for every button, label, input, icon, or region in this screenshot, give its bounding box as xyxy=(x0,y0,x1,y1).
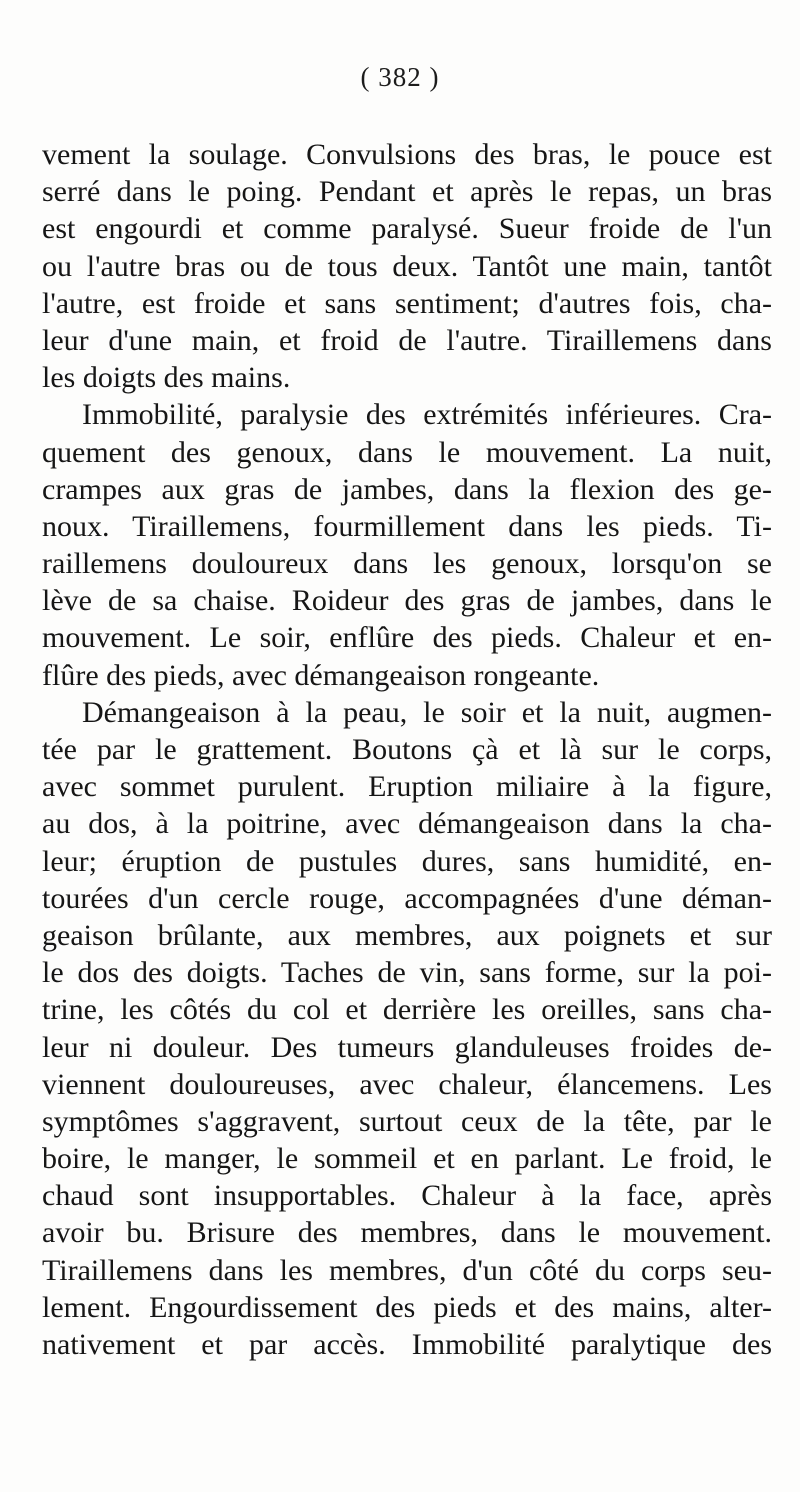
text-line: l'autre, est froide et sans sentiment; d'autres fois, cha- xyxy=(42,286,772,320)
body-text xyxy=(42,136,772,1363)
text-line: trine, les côtés du col et derrière les oreilles, sans cha- xyxy=(42,993,772,1027)
text-line: boire, le manger, le sommeil et en parlant. Le froid, le xyxy=(42,1142,772,1176)
text-line: tourées d'un cercle rouge, accompagnées d'une déman- xyxy=(42,881,772,915)
page-number: ( 382 ) xyxy=(360,62,440,92)
text-line: lement. Engourdissement des pieds et des mains, alter- xyxy=(42,1290,772,1324)
text-line: flûre des pieds, avec démangeaison rongeante. xyxy=(42,658,600,692)
text-line: le dos des doigts. Taches de vin, sans forme, sur la poi- xyxy=(42,956,772,990)
text-line: raillemens douloureux dans les genoux, lorsqu'on se xyxy=(42,547,772,581)
text-line: Tiraillemens dans les membres, d'un côté du corps seu- xyxy=(42,1253,772,1287)
text-line: leur; éruption de pustules dures, sans humidité, en- xyxy=(42,844,772,878)
text-line: serré dans le poing. Pendant et après le repas, un bras xyxy=(42,175,772,209)
text-line: Immobilité, paralysie des extrémités inférieures. Cra- xyxy=(82,398,772,432)
text-line: les doigts des mains. xyxy=(42,361,291,395)
text-line: quement des genoux, dans le mouvement. La nuit, xyxy=(42,435,772,469)
text-line: geaison brûlante, aux membres, aux poignets et sur xyxy=(42,918,772,952)
text-line: crampes aux gras de jambes, dans la flexion des ge- xyxy=(42,472,772,506)
text-line: au dos, à la poitrine, avec démangeaison dans la cha- xyxy=(42,807,772,841)
text-line: avec sommet purulent. Eruption miliaire à la figure, xyxy=(42,770,772,804)
text-line: chaud sont insupportables. Chaleur à la face, après xyxy=(42,1179,772,1213)
text-line: leur d'une main, et froid de l'autre. Tiraillemens dans xyxy=(42,323,772,357)
text-line: avoir bu. Brisure des membres, dans le mouvement. xyxy=(42,1216,772,1250)
text-line: nativement et par accès. Immobilité paralytique des xyxy=(42,1328,772,1361)
text-line: vement la soulage. Convulsions des bras, le pouce est xyxy=(42,138,772,171)
text-line: lève de sa chaise. Roideur des gras de jambes, dans le xyxy=(42,584,772,618)
text-line: symptômes s'aggravent, surtout ceux de la tête, par le xyxy=(42,1104,772,1138)
text-line: est engourdi et comme paralysé. Sueur froide de l'un xyxy=(42,212,772,246)
text-line: leur ni douleur. Des tumeurs glanduleuses froides de- xyxy=(42,1030,772,1064)
text-line: Démangeaison à la peau, le soir et la nuit, augmen- xyxy=(82,695,772,729)
text-line: mouvement. Le soir, enflûre des pieds. Chaleur et en- xyxy=(42,621,772,655)
text-line: tée par le grattement. Boutons çà et là sur le corps, xyxy=(42,733,772,766)
text-line: viennent douloureuses, avec chaleur, élancemens. Les xyxy=(42,1067,772,1101)
text-line: noux. Tiraillemens, fourmillement dans les pieds. Ti- xyxy=(42,509,772,543)
text-line: ou l'autre bras ou de tous deux. Tantôt une main, tantôt xyxy=(42,249,772,283)
